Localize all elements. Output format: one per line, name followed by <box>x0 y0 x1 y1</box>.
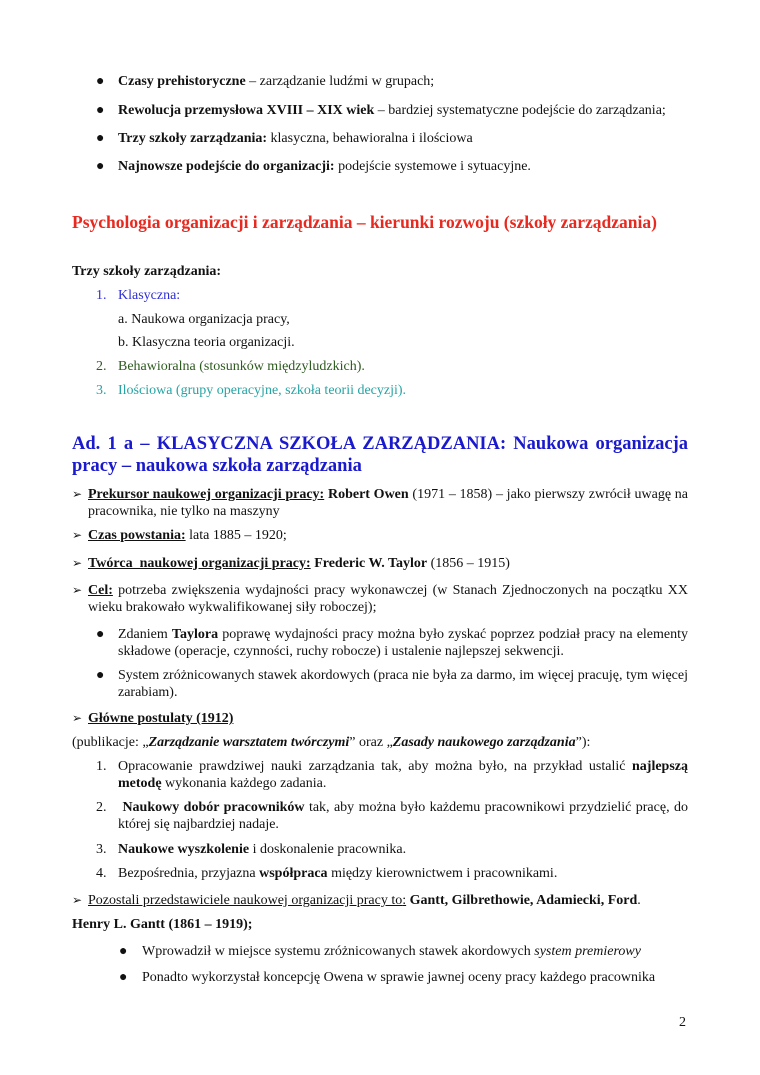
item-label: Pozostali przedstawiciele naukowej organizacji pracy to <box>88 893 403 908</box>
item-text: poprawę wydajności pracy można było zyskać poprzez podział pracy na elementy składowe (operacje, czynności, ruchy robocze) i ustalenie najlepszej sekwencji. <box>118 627 689 659</box>
item-text: (1971 – 1858) – jako pierwszy zwrócił uwagę na pracownika, nie tylko na maszyny <box>88 487 688 519</box>
list-number: 1. <box>96 759 107 774</box>
item-text: klasyczna, behawioralna i ilościowa <box>267 131 473 146</box>
item-bold: Czasy prehistoryczne <box>118 74 246 89</box>
item-bold: Naukowe wyszkolenie <box>118 842 250 857</box>
item-name: Frederic W. Taylor <box>314 556 428 571</box>
item-text: Zdaniem <box>118 627 172 642</box>
item-text: podejście systemowe i sytuacyjne. <box>334 159 531 174</box>
item-italic: system premierowy <box>534 944 641 959</box>
item-bold: współpraca <box>259 866 328 881</box>
item-bold: Rewolucja przemysłowa XVIII – XIX wiek <box>118 103 375 118</box>
list-number: 2. <box>96 359 107 374</box>
gantt-title: Henry L. Gantt (1861 – 1919); <box>72 917 253 932</box>
item-bold: Trzy szkoły zarządzania: <box>118 131 268 146</box>
prekursor-item <box>88 486 688 520</box>
postulate-item <box>118 865 688 882</box>
text: ” oraz „ <box>349 735 393 750</box>
list-item <box>118 626 688 660</box>
list-number: 2. <box>96 800 107 815</box>
list-item <box>118 130 473 147</box>
list-number: 3. <box>96 842 107 857</box>
item-text: . <box>637 893 641 908</box>
item-bold: Taylora <box>171 627 219 642</box>
item-names: Gantt, Gilbrethowie, Adamiecki, Ford <box>406 893 638 908</box>
item-text: Wprowadził w miejsce systemu zróżnicowanych stawek akordowych <box>142 944 535 959</box>
item-colon: : <box>402 893 407 908</box>
item-text: wykonania każdego zadania. <box>161 776 327 791</box>
arrow-bullet-icon: ➢ <box>72 583 83 597</box>
item-label: Cel: <box>88 583 113 598</box>
bullet-icon: ● <box>119 944 128 959</box>
item-text: Opracowanie prawdziwej nauki zarządzania tak, aby można było, na przykład ustalić <box>118 759 632 774</box>
item-text: potrzeba zwiększenia wydajności pracy wykonawczej (w Stanach Zjednoczonych na początku XX wieku brakowało wykwalifikowanej siły roboczej); <box>88 583 688 615</box>
text: ”): <box>575 735 591 750</box>
czas-item <box>88 527 688 544</box>
bullet-icon: ● <box>96 103 105 118</box>
item-bold: Naukowy dobór pracowników <box>122 800 305 815</box>
list-item <box>118 667 688 701</box>
school-quantitative: Ilościowa (grupy operacyjne, szkoła teorii decyzji). <box>118 383 407 398</box>
arrow-bullet-icon: ➢ <box>72 893 83 907</box>
list-item <box>118 158 531 175</box>
bullet-icon: ● <box>119 970 128 985</box>
tworca-item <box>88 555 688 572</box>
item-text: System zróżnicowanych stawek akordowych (praca nie była za darmo, im więcej pracuję, tym więcej zarabiam). <box>118 668 688 700</box>
item-text: Ponadto wykorzystał koncepcję Owena w sprawie jawnej oceny pracy każdego pracownika <box>142 970 656 985</box>
publication-title: Zasady naukowego zarządzania <box>392 735 576 750</box>
publication-title: Zarządzanie warsztatem twórczymi <box>148 735 350 750</box>
item-bold: najlepszą metodę <box>118 759 688 791</box>
item-label: Czas powstania: <box>88 528 186 543</box>
item-text: między kierownictwem i pracownikami. <box>327 866 558 881</box>
item-text: i doskonalenie pracownika. <box>249 842 407 857</box>
pozostali-item <box>88 892 641 909</box>
postulate-item <box>118 841 688 858</box>
item-text: – zarządzanie ludźmi w grupach; <box>245 74 435 89</box>
arrow-bullet-icon: ➢ <box>72 528 83 542</box>
bullet-icon: ● <box>96 131 105 146</box>
section-heading-blue: Ad. 1 a – KLASYCZNA SZKOŁA ZARZĄDZANIA: Naukowa organizacja pracy – naukowa szkoła zarządzania <box>72 434 688 476</box>
bullet-icon: ● <box>96 627 105 642</box>
postulaty-label: Główne postulaty (1912) <box>88 711 234 726</box>
bullet-icon: ● <box>96 159 105 174</box>
item-text: (1856 – 1915) <box>427 556 510 571</box>
arrow-bullet-icon: ➢ <box>72 487 83 501</box>
school-classic: Klasyczna: <box>118 288 181 303</box>
bullet-icon: ● <box>96 668 105 683</box>
list-item <box>118 73 434 90</box>
item-label: Prekursor naukowej organizacji pracy: <box>88 487 325 502</box>
item-label: Twórca naukowej organizacji pracy: <box>88 556 311 571</box>
arrow-bullet-icon: ➢ <box>72 556 83 570</box>
postulate-item <box>118 799 688 833</box>
bullet-icon: ● <box>96 74 105 89</box>
arrow-bullet-icon: ➢ <box>72 711 83 725</box>
publications-line <box>72 734 590 751</box>
text: (publikacje: „ <box>72 735 149 750</box>
list-number: 4. <box>96 866 107 881</box>
list-item <box>142 943 641 960</box>
item-text: tak, aby można było każdemu pracownikowi przydzielić pracę, do której się najbardziej nadaje. <box>118 800 688 832</box>
item-bold: Najnowsze podejście do organizacji: <box>118 159 335 174</box>
list-item <box>142 969 655 986</box>
list-number: 3. <box>96 383 107 398</box>
schools-title: Trzy szkoły zarządzania: <box>72 264 222 279</box>
sub-item-a: a. Naukowa organizacja pracy, <box>118 312 290 327</box>
section-heading-red: Psychologia organizacji i zarządzania – kierunki rozwoju (szkoły zarządzania) <box>72 212 657 232</box>
list-number: 1. <box>96 288 107 303</box>
page-number: 2 <box>679 1015 686 1030</box>
item-text: – bardziej systematyczne podejście do zarządzania; <box>374 103 666 118</box>
school-behavioral: Behawioralna (stosunków międzyludzkich). <box>118 359 365 374</box>
cel-item <box>88 582 688 616</box>
list-item <box>118 102 666 119</box>
postulate-item <box>118 758 688 792</box>
item-text: Bezpośrednia, przyjazna <box>118 866 260 881</box>
sub-item-b: b. Klasyczna teoria organizacji. <box>118 335 295 350</box>
item-name: Robert Owen <box>327 487 409 502</box>
item-text: lata 1885 – 1920; <box>185 528 287 543</box>
